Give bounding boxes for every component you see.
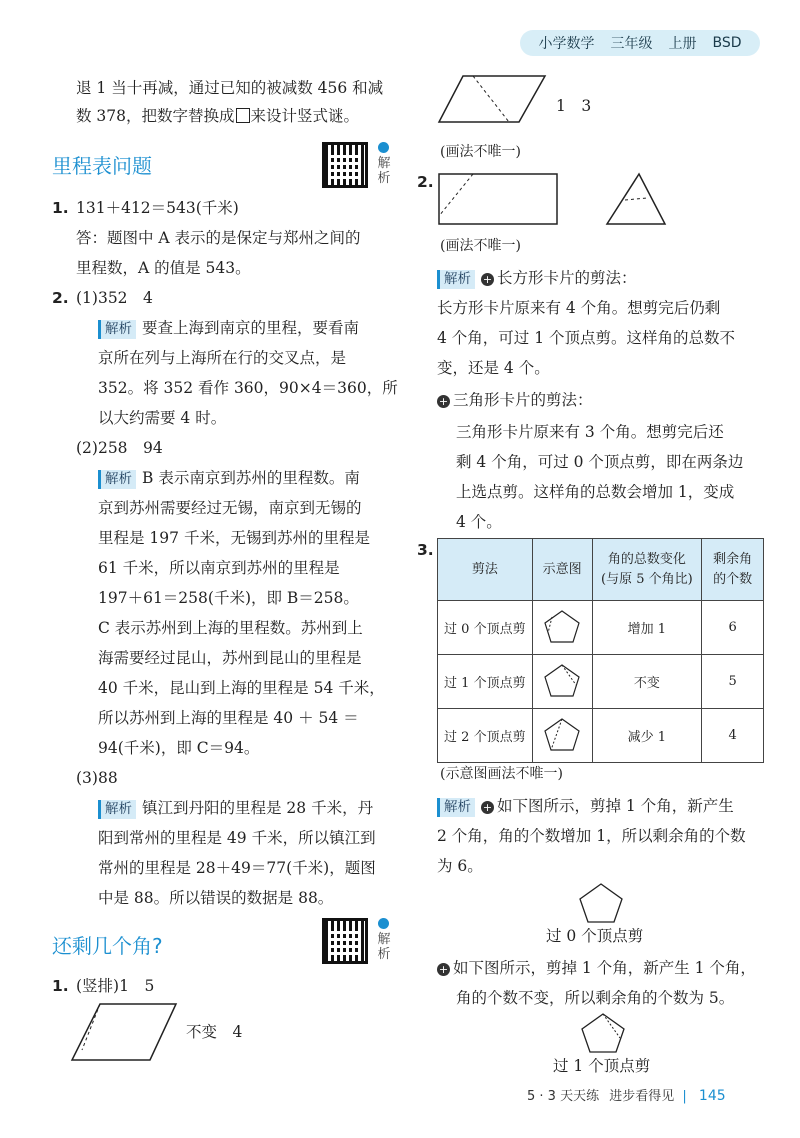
intro-line-1: 退 1 当十再减，通过已知的被减数 456 和减 [76, 79, 384, 97]
q2-part3: (3)88 [76, 769, 118, 787]
cell-diagram [532, 709, 592, 763]
q2-explain2-l3: 里程是 197 千米，无锡到苏州的里程是 [98, 529, 370, 547]
q2-explain3-l3: 常州的里程是 28＋49＝77(千米)，题图 [98, 859, 376, 877]
section-title-mileage: 里程表问题 [52, 154, 152, 178]
cell-change: 增加 1 [592, 601, 702, 655]
s2-q1-line: (竖排)1 5 [76, 977, 155, 995]
rect-line-3: 变，还是 4 个。 [437, 359, 550, 377]
q1-number: 1. [52, 199, 69, 217]
q2-explain2-l1: 解析 B 表示南京到苏州的里程数。南 [98, 468, 360, 489]
play-icon [378, 142, 389, 153]
cell-diagram [532, 655, 592, 709]
th-count: 剩余角 的个数 [702, 539, 764, 601]
q2-explain3-l4: 中是 88。所以错误的数据是 88。 [98, 889, 334, 907]
q2-part2: (2)258 94 [76, 439, 163, 457]
note-1: (画法不唯一) [440, 144, 521, 160]
q2-explain1-l1: 解析 要查上海到南京的里程，要看南 [98, 318, 359, 339]
q2-explain1-l3: 352。将 352 看作 360，90×4＝360，所 [98, 379, 398, 397]
q2-number: 2. [52, 289, 69, 307]
explain2-l2: 角的个数不变，所以剩余角的个数为 5。 [456, 989, 735, 1007]
tri-line-2: 剩 4 个角，可过 0 个顶点剪，即在两条边 [456, 453, 744, 471]
cut-table [437, 538, 764, 763]
s2-q1-side: 不变 4 [186, 1023, 243, 1041]
r-q2-number: 2. [417, 173, 434, 191]
plus-bullet-icon: + [438, 395, 449, 408]
cell-count: 5 [702, 655, 764, 709]
footer [527, 1085, 726, 1104]
q2-explain1-l2: 京所在列与上海所在行的交叉点，是 [98, 349, 347, 367]
pentagon-figure-1 [578, 882, 624, 924]
cell-count: 6 [702, 601, 764, 655]
explain-l1: 解析 + 如下图所示，剪掉 1 个角，新产生 [437, 796, 734, 817]
q2-explain2-l10: 94(千米)，即 C＝94。 [98, 739, 260, 757]
qr-code[interactable] [322, 142, 368, 188]
caption-1: 过 0 个顶点剪 [546, 927, 644, 945]
cell-diagram [532, 601, 592, 655]
analysis-tag: 解析 [98, 320, 136, 339]
tri-line-4: 4 个。 [456, 513, 502, 531]
analysis-tag: 解析 [98, 470, 136, 489]
plus-bullet-icon: + [482, 273, 493, 286]
s2-q1-number: 1. [52, 977, 69, 995]
plus-bullet-icon: + [438, 963, 449, 976]
q2-explain2-l2: 京到苏州需要经过无锡，南京到无锡的 [98, 499, 362, 517]
header-volume: 上册 [668, 36, 697, 52]
footer-slogan: 进步看得见 [609, 1089, 675, 1104]
intro-text-b: 来设计竖式谜。 [250, 107, 360, 125]
q2-explain2-l5: 197＋61＝258(千米)，即 B＝258。 [98, 589, 359, 607]
pentagon-figure-2 [580, 1012, 626, 1054]
qr-label: 解析 [377, 156, 391, 186]
q1-equation: 131＋412＝543(千米) [76, 199, 239, 217]
intro-line-2 [76, 106, 359, 126]
r-q3-number: 3. [417, 541, 434, 559]
intro-text-a: 数 378，把数字替换成 [76, 107, 235, 125]
note-3: (示意图画法不唯一) [440, 766, 563, 782]
q2-explain2-l6: C 表示苏州到上海的里程数。苏州到上 [98, 619, 363, 637]
parallelogram-figure [70, 1002, 180, 1064]
rect-line-2: 4 个角，可过 1 个顶点剪。这样角的总数不 [437, 329, 736, 347]
cell-method: 过 1 个顶点剪 [438, 655, 533, 709]
q2-explain2-l8: 40 千米，昆山到上海的里程是 54 千米， [98, 679, 385, 697]
rect-line-1: 长方形卡片原来有 4 个角。想剪完后仍剩 [437, 299, 721, 317]
footer-brand: 5 · 3 天天练 [527, 1089, 600, 1104]
q2-explain2-l7: 海需要经过昆山，苏州到昆山的里程是 [98, 649, 362, 667]
footer-separator: | [682, 1089, 687, 1104]
table-row [438, 655, 764, 709]
q2-part1: (1)352 4 [76, 289, 153, 307]
th-diagram: 示意图 [532, 539, 592, 601]
header-edition: BSD [712, 35, 742, 51]
page-number: 145 [698, 1088, 726, 1104]
explain2-l1: + 如下图所示，剪掉 1 个角，新产生 1 个角， [438, 959, 756, 977]
th-change: 角的总数变化 (与原 5 个角比) [592, 539, 702, 601]
cell-count: 4 [702, 709, 764, 763]
table-header-row [438, 539, 764, 601]
caption-2: 过 1 个顶点剪 [553, 1057, 651, 1075]
cell-change: 不变 [592, 655, 702, 709]
explain-l2: 2 个角，角的个数增加 1，所以剩余角的个数 [437, 827, 746, 845]
q2-explain3-l1: 解析 镇江到丹阳的里程是 28 千米，丹 [98, 798, 373, 819]
top-nums: 1 3 [556, 97, 592, 115]
cell-change: 减少 1 [592, 709, 702, 763]
note-2: (画法不唯一) [440, 238, 521, 254]
explain-l3: 为 6。 [437, 857, 483, 875]
parallelogram-figure-2 [437, 74, 549, 126]
header-bar [520, 30, 760, 56]
play-icon-2 [378, 918, 389, 929]
rectangle-triangle-figure [437, 172, 669, 226]
rect-title: 解析 + 长方形卡片的剪法： [437, 268, 637, 289]
section-title-angles: 还剩几个角? [52, 934, 163, 958]
q2-explain3-l2: 阳到常州的里程是 49 千米，所以镇江到 [98, 829, 376, 847]
tri-line-3: 上选点剪。这样角的总数会增加 1，变成 [456, 483, 735, 501]
q2-explain1-l4: 以大约需要 4 时。 [98, 409, 227, 427]
header-grade: 三年级 [610, 36, 653, 52]
analysis-tag: 解析 [437, 798, 475, 817]
qr-code-2[interactable] [322, 918, 368, 964]
analysis-tag: 解析 [437, 270, 475, 289]
q1-answer-2: 里程数，A 的值是 543。 [76, 259, 251, 277]
q2-explain2-l9: 所以苏州到上海的里程是 40 ＋ 54 ＝ [98, 709, 359, 727]
cell-method: 过 0 个顶点剪 [438, 601, 533, 655]
q2-explain2-l4: 61 千米，所以南京到苏州的里程是 [98, 559, 340, 577]
header-subject: 小学数学 [538, 36, 595, 52]
tri-line-1: 三角形卡片原来有 3 个角。想剪完后还 [456, 423, 724, 441]
analysis-tag: 解析 [98, 800, 136, 819]
cell-method: 过 2 个顶点剪 [438, 709, 533, 763]
q1-answer-1: 答：题图中 A 表示的是保定与郑州之间的 [76, 229, 361, 247]
plus-bullet-icon: + [482, 801, 493, 814]
table-row [438, 601, 764, 655]
tri-title: + 三角形卡片的剪法： [438, 391, 593, 409]
qr-label-2: 解析 [377, 932, 391, 962]
table-row [438, 709, 764, 763]
blank-box [236, 108, 250, 123]
th-method: 剪法 [438, 539, 533, 601]
